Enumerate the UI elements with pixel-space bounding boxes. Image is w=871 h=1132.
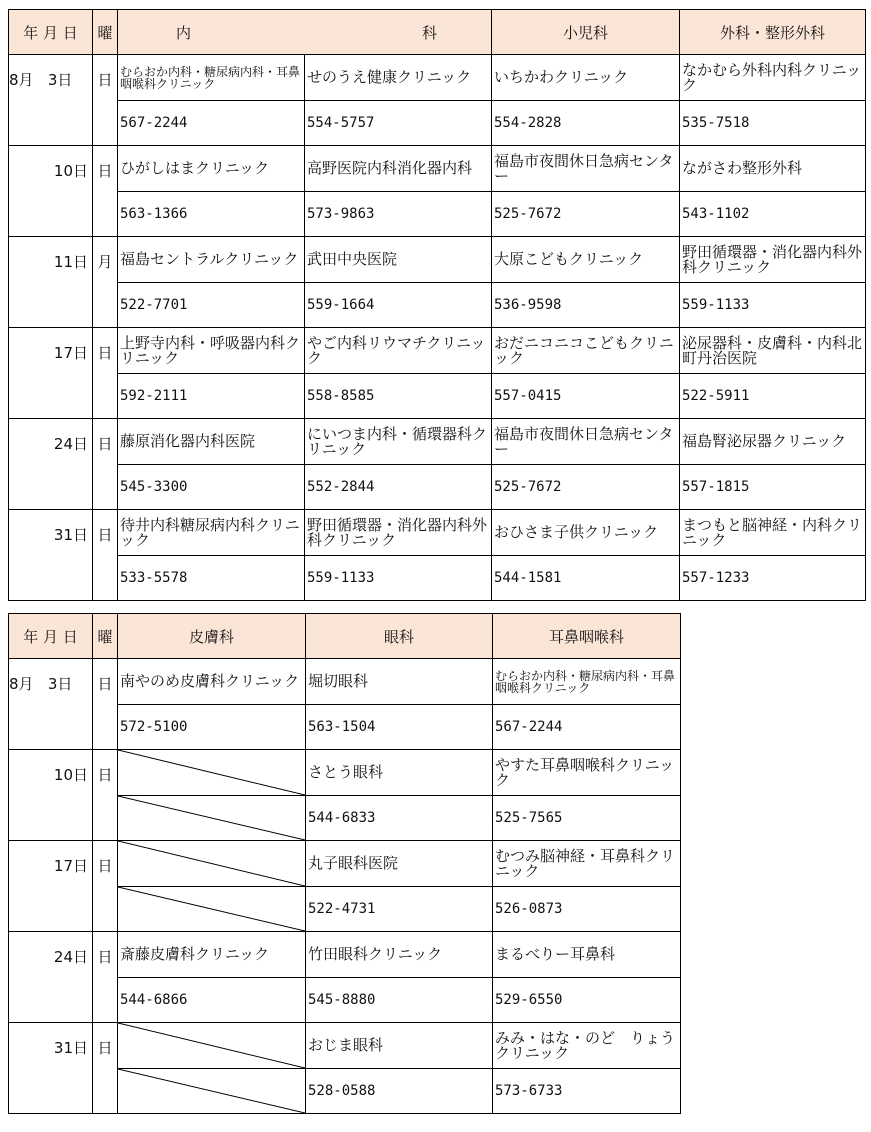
empty-slot-cell bbox=[118, 1069, 306, 1114]
clinic-name: 藤原消化器内科医院 bbox=[118, 419, 305, 465]
day-label: 31日 bbox=[9, 510, 93, 601]
clinic-name: 泌尿器科・皮膚科・内科北町丹治医院 bbox=[680, 328, 866, 374]
header-date: 年 月 日 bbox=[9, 10, 93, 55]
date-cell bbox=[9, 55, 93, 146]
clinic-name: いちかわクリニック bbox=[492, 55, 680, 101]
clinic-name: むつみ脳神経・耳鼻科クリニック bbox=[493, 841, 681, 887]
table-row bbox=[9, 556, 866, 601]
phone-number: 554-2828 bbox=[492, 101, 680, 146]
clinic-name: おじま眼科 bbox=[306, 1023, 493, 1069]
dow-cell: 日 bbox=[93, 750, 118, 841]
phone-number: 573-9863 bbox=[305, 192, 492, 237]
phone-number: 557-0415 bbox=[492, 374, 680, 419]
phone-number: 559-1664 bbox=[305, 283, 492, 328]
clinic-name: おだニコニコこどもクリニック bbox=[492, 328, 680, 374]
phone-number: 563-1366 bbox=[118, 192, 305, 237]
table-row bbox=[9, 841, 681, 887]
dow-cell: 日 bbox=[93, 841, 118, 932]
clinic-name: なかむら外科内科クリニック bbox=[680, 55, 866, 101]
day-label: 11日 bbox=[9, 237, 93, 328]
slash-mark bbox=[118, 887, 305, 931]
internal-surgery-schedule-table bbox=[8, 9, 866, 601]
clinic-name: 福島腎泌尿器クリニック bbox=[680, 419, 866, 465]
table-row bbox=[9, 374, 866, 419]
clinic-name: ひがしはまクリニック bbox=[118, 146, 305, 192]
table-row bbox=[9, 101, 866, 146]
dow-cell: 月 bbox=[93, 237, 118, 328]
phone-number: 529-6550 bbox=[493, 978, 681, 1023]
clinic-name: 福島市夜間休日急病センター bbox=[492, 419, 680, 465]
dow-cell: 日 bbox=[93, 146, 118, 237]
header-jibika: 耳鼻咽喉科 bbox=[493, 614, 681, 659]
phone-number: 545-8880 bbox=[306, 978, 493, 1023]
empty-slot-cell bbox=[118, 796, 306, 841]
clinic-name: 南やのめ皮膚科クリニック bbox=[118, 659, 306, 705]
table-row bbox=[9, 419, 866, 465]
clinic-name: 上野寺内科・呼吸器内科クリニック bbox=[118, 328, 305, 374]
phone-number: 526-0873 bbox=[493, 887, 681, 932]
phone-number: 567-2244 bbox=[493, 705, 681, 750]
phone-number: 557-1815 bbox=[680, 465, 866, 510]
clinic-name: ながさわ整形外科 bbox=[680, 146, 866, 192]
phone-number: 522-7701 bbox=[118, 283, 305, 328]
table-row bbox=[9, 510, 866, 556]
dow-cell: 日 bbox=[93, 1023, 118, 1114]
phone-number: 554-5757 bbox=[305, 101, 492, 146]
header-naika bbox=[118, 10, 492, 55]
clinic-name: むらおか内科・糖尿病内科・耳鼻咽喉科クリニック bbox=[118, 55, 305, 101]
phone-number: 572-5100 bbox=[118, 705, 306, 750]
phone-number: 545-3300 bbox=[118, 465, 305, 510]
clinic-name: せのうえ健康クリニック bbox=[305, 55, 492, 101]
phone-number: 522-4731 bbox=[306, 887, 493, 932]
day-label: 17日 bbox=[9, 328, 93, 419]
header-geka: 外科・整形外科 bbox=[680, 10, 866, 55]
clinic-name: 福島セントラルクリニック bbox=[118, 237, 305, 283]
dow-cell: 日 bbox=[93, 328, 118, 419]
day-label: 24日 bbox=[9, 419, 93, 510]
phone-number: 557-1233 bbox=[680, 556, 866, 601]
clinic-name: さとう眼科 bbox=[306, 750, 493, 796]
clinic-name: 堀切眼科 bbox=[306, 659, 493, 705]
header-date: 年 月 日 bbox=[9, 614, 93, 659]
clinic-name: にいつま内科・循環器科クリニック bbox=[305, 419, 492, 465]
day-label: 10日 bbox=[9, 750, 93, 841]
clinic-name: 野田循環器・消化器内科外科クリニック bbox=[680, 237, 866, 283]
phone-number: 563-1504 bbox=[306, 705, 493, 750]
table-row bbox=[9, 465, 866, 510]
dow-cell: 日 bbox=[93, 659, 118, 750]
slash-mark bbox=[118, 796, 305, 840]
clinic-name: まるべりー耳鼻科 bbox=[493, 932, 681, 978]
table-row bbox=[9, 932, 681, 978]
empty-slot-cell bbox=[118, 887, 306, 932]
phone-number: 525-7672 bbox=[492, 192, 680, 237]
clinic-name: みみ・はな・のど りょうクリニック bbox=[493, 1023, 681, 1069]
dow-cell: 日 bbox=[93, 55, 118, 146]
phone-number: 533-5578 bbox=[118, 556, 305, 601]
clinic-name: 大原こどもクリニック bbox=[492, 237, 680, 283]
phone-number: 567-2244 bbox=[118, 101, 305, 146]
phone-number: 552-2844 bbox=[305, 465, 492, 510]
phone-number: 592-2111 bbox=[118, 374, 305, 419]
phone-number: 544-6833 bbox=[306, 796, 493, 841]
header-dow: 曜 bbox=[93, 10, 118, 55]
phone-number: 544-1581 bbox=[492, 556, 680, 601]
empty-slot-cell bbox=[118, 750, 306, 796]
day-label: 10日 bbox=[9, 146, 93, 237]
clinic-name: 待井内科糖尿病内科クリニック bbox=[118, 510, 305, 556]
table-header-row bbox=[9, 10, 866, 55]
clinic-name: おひさま子供クリニック bbox=[492, 510, 680, 556]
day-label: 3日 bbox=[47, 71, 73, 89]
clinic-name: 武田中央医院 bbox=[305, 237, 492, 283]
day-label: 31日 bbox=[9, 1023, 93, 1114]
skin-eye-ent-schedule-table bbox=[8, 613, 681, 1114]
month-label: 8月 bbox=[9, 71, 34, 89]
table-row bbox=[9, 237, 866, 283]
clinic-name: やご内科リウマチクリニック bbox=[305, 328, 492, 374]
header-naika-1: 内 bbox=[176, 23, 192, 42]
day-label: 3日 bbox=[47, 675, 73, 693]
day-label: 17日 bbox=[9, 841, 93, 932]
table-row bbox=[9, 283, 866, 328]
phone-number: 544-6866 bbox=[118, 978, 306, 1023]
phone-number: 559-1133 bbox=[680, 283, 866, 328]
phone-number: 558-8585 bbox=[305, 374, 492, 419]
phone-number: 536-9598 bbox=[492, 283, 680, 328]
date-cell bbox=[9, 659, 93, 750]
header-naika-2: 科 bbox=[421, 23, 437, 42]
phone-number: 543-1102 bbox=[680, 192, 866, 237]
clinic-name: 竹田眼科クリニック bbox=[306, 932, 493, 978]
phone-number: 559-1133 bbox=[305, 556, 492, 601]
header-hifuka: 皮膚科 bbox=[118, 614, 306, 659]
phone-number: 522-5911 bbox=[680, 374, 866, 419]
clinic-name: 福島市夜間休日急病センター bbox=[492, 146, 680, 192]
clinic-name: 野田循環器・消化器内科外科クリニック bbox=[305, 510, 492, 556]
clinic-name: やすた耳鼻咽喉科クリニック bbox=[493, 750, 681, 796]
empty-slot-cell bbox=[118, 1023, 306, 1069]
slash-mark bbox=[118, 1023, 305, 1068]
clinic-name: むらおか内科・糖尿病内科・耳鼻咽喉科クリニック bbox=[493, 659, 681, 705]
table-header-row bbox=[9, 614, 681, 659]
slash-mark bbox=[118, 750, 305, 795]
table-row bbox=[9, 659, 681, 705]
table-row bbox=[9, 750, 681, 796]
empty-slot-cell bbox=[118, 841, 306, 887]
slash-mark bbox=[118, 841, 305, 886]
dow-cell: 日 bbox=[93, 419, 118, 510]
table-row bbox=[9, 55, 866, 101]
phone-number: 525-7565 bbox=[493, 796, 681, 841]
phone-number: 528-0588 bbox=[306, 1069, 493, 1114]
dow-cell: 日 bbox=[93, 932, 118, 1023]
day-label: 24日 bbox=[9, 932, 93, 1023]
dow-cell: 日 bbox=[93, 510, 118, 601]
month-label: 8月 bbox=[9, 675, 34, 693]
table-row bbox=[9, 328, 866, 374]
table-row bbox=[9, 192, 866, 237]
header-dow: 曜 bbox=[93, 614, 118, 659]
clinic-name: まつもと脳神経・内科クリニック bbox=[680, 510, 866, 556]
clinic-name: 高野医院内科消化器内科 bbox=[305, 146, 492, 192]
phone-number: 535-7518 bbox=[680, 101, 866, 146]
phone-number: 573-6733 bbox=[493, 1069, 681, 1114]
slash-mark bbox=[118, 1069, 305, 1113]
clinic-name: 丸子眼科医院 bbox=[306, 841, 493, 887]
header-shonika: 小児科 bbox=[492, 10, 680, 55]
header-ganka: 眼科 bbox=[306, 614, 493, 659]
clinic-name: 斎藤皮膚科クリニック bbox=[118, 932, 306, 978]
phone-number: 525-7672 bbox=[492, 465, 680, 510]
table-row bbox=[9, 1023, 681, 1069]
table-row bbox=[9, 146, 866, 192]
